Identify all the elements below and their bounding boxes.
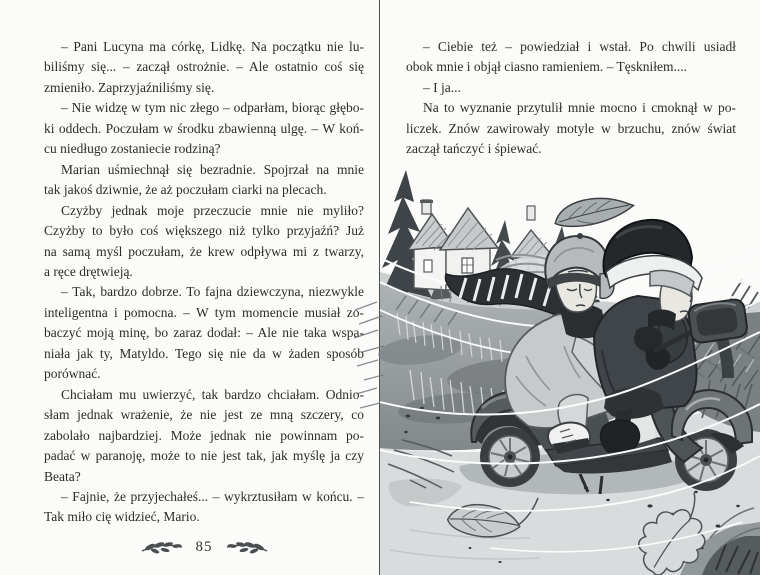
- text-line: – I ja...: [423, 79, 461, 95]
- page-footer: [44, 536, 364, 558]
- text-line: tak jakoś dziwnie, że aż poczułam ciarki na plecach.: [44, 182, 327, 198]
- text-line: niała jak ty, Matyldo. Tego się nie da w żaden sposób: [44, 345, 364, 361]
- text-line: Na to wyznanie przytulił mnie mocno i cmoknął w po-: [423, 100, 736, 116]
- text-line: Czyżby to było coś większego niż tylko przyjaźń? Już: [44, 223, 364, 239]
- text-line: zmieniło. Zaprzyjaźniliśmy się.: [44, 79, 215, 95]
- text-line: Czyżby jednak moje przeczucie mnie nie myliło?: [61, 202, 364, 218]
- text-line: liczek. Znów zawirowały motyle w brzuchu, znów świat: [406, 120, 736, 136]
- text-line: obok mnie i objął ciasno ramieniem. – Tęskniłem....: [406, 59, 687, 75]
- text-line: – Pani Lucyna ma córkę, Lidkę. Na początku nie lu-: [61, 39, 364, 54]
- flying-leaf-icon: [553, 193, 636, 229]
- leaf-ornament-right: [225, 539, 269, 555]
- text-line: na samą myśl poczułam, że krew odpływa mi z twarzy,: [44, 243, 364, 259]
- leaf-ornament-left: [140, 539, 184, 555]
- text-line: zabolało najbardziej. Może jednak nie powinnam po-: [44, 427, 364, 443]
- text-line: słam jednak wrażenie, że nie jest ze mną szczery, co: [44, 407, 364, 423]
- text-line: inteligentna i pomocna. – W tym momencie musiał zo-: [44, 304, 364, 320]
- text-line: biliśmy się... – zaczął ostrożnie. – Ale ostatnio coś się: [44, 59, 364, 75]
- text-line: Tak miło cię widzieć, Mario.: [44, 509, 200, 525]
- right-page-text: [406, 37, 736, 160]
- text-line: – Fajnie, że przyjechałeś... – wykrztusiłam w końcu. –: [61, 488, 364, 504]
- headlight-console: [687, 298, 748, 343]
- text-line: a ręce drętwieją.: [44, 263, 133, 279]
- driver-boot: [601, 420, 640, 452]
- text-line: – Ciebie też – powiedział i wstał. Po chwili usiadł: [423, 39, 736, 54]
- page-number: 85: [195, 538, 213, 555]
- text-line: – Nie widzę w tym nic złego – odparłam, biorąc głębo-: [61, 100, 364, 116]
- illustration-scooter-ride: [350, 150, 760, 575]
- text-line: – Tak, bardzo dobrze. To fajna dziewczyna, niezwykle: [61, 284, 364, 300]
- text-line: Marian uśmiechnął się bezradnie. Spojrzał na mnie: [61, 161, 364, 177]
- text-line: Beata?: [44, 468, 81, 484]
- text-line: Chciałam mu uwierzyć, tak bardzo chciałam. Odnio-: [61, 386, 364, 402]
- text-line: cu niedługo zostaniecie rodziną?: [44, 141, 221, 157]
- text-line: zaczął tańczyć i śpiewać.: [406, 141, 542, 157]
- left-page-text: [44, 37, 364, 528]
- text-line: padać w paranoję, może to nie jest tak, jak myślę ja czy: [44, 448, 364, 464]
- text-line: porównać.: [44, 366, 101, 382]
- text-line: baczyć moją minę, bo zaraz dodał: – Ale nie taka wspa-: [44, 325, 364, 341]
- text-line: ki oddech. Poczułam w środku zbawienną ulgę. – W koń-: [44, 120, 364, 136]
